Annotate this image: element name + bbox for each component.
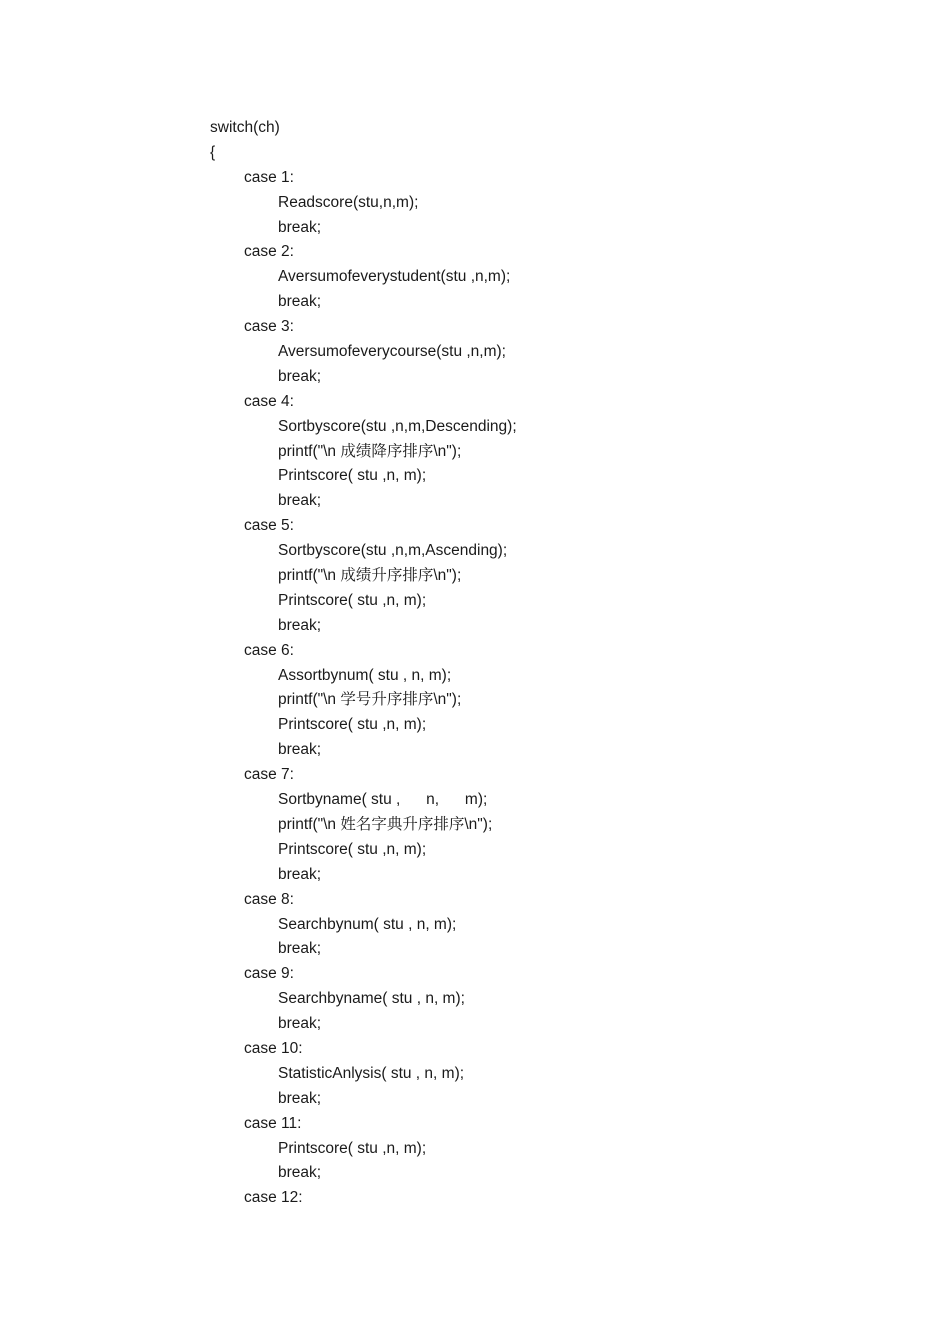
code-line: break; bbox=[278, 865, 322, 883]
code-line: break; bbox=[278, 367, 322, 385]
code-line: Printscore( stu ,n, m); bbox=[278, 840, 427, 858]
code-line: Sortbyscore(stu ,n,m,Ascending); bbox=[278, 542, 508, 560]
code-line: Assortbynum( stu , n, m); bbox=[278, 666, 452, 684]
code-block bbox=[210, 116, 810, 1211]
code-line: printf("\n 姓名字典升序排序\n"); bbox=[278, 815, 493, 833]
code-line: Printscore( stu ,n, m); bbox=[278, 716, 427, 734]
code-line: Sortbyname( stu , n, m); bbox=[278, 791, 488, 809]
code-line: case 4: bbox=[244, 392, 294, 410]
code-line: case 2: bbox=[244, 243, 294, 261]
code-line: case 7: bbox=[244, 766, 294, 784]
code-line: case 6: bbox=[244, 641, 294, 659]
code-line: switch(ch) bbox=[210, 119, 280, 136]
code-line: case 1: bbox=[244, 168, 294, 186]
code-line: case 8: bbox=[244, 890, 294, 908]
code-line: case 10: bbox=[244, 1039, 303, 1057]
code-line: break; bbox=[278, 293, 322, 311]
code-line: Searchbynum( stu , n, m); bbox=[278, 915, 457, 933]
code-line: case 3: bbox=[244, 318, 294, 336]
code-line: break; bbox=[278, 616, 322, 634]
code-line: case 9: bbox=[244, 965, 294, 983]
code-line: Printscore( stu ,n, m); bbox=[278, 591, 427, 609]
code-line: case 11: bbox=[244, 1114, 302, 1132]
code-line: break; bbox=[278, 218, 322, 236]
code-line: Aversumofeverycourse(stu ,n,m); bbox=[278, 343, 506, 361]
code-line: break; bbox=[278, 1089, 322, 1107]
code-line: Aversumofeverystudent(stu ,n,m); bbox=[278, 268, 511, 286]
code-line: Searchbyname( stu , n, m); bbox=[278, 990, 465, 1008]
code-line: break; bbox=[278, 1015, 322, 1033]
code-line: printf("\n 成绩降序排序\n"); bbox=[278, 442, 462, 460]
code-line: Printscore( stu ,n, m); bbox=[278, 1139, 427, 1157]
code-line: case 12: bbox=[244, 1189, 303, 1207]
code-line: break; bbox=[278, 741, 322, 759]
code-line: break; bbox=[278, 1164, 322, 1182]
code-line: StatisticAnlysis( stu , n, m); bbox=[278, 1064, 465, 1082]
code-line: break; bbox=[278, 940, 322, 958]
code-line: printf("\n 学号升序排序\n"); bbox=[278, 691, 462, 709]
code-line: case 5: bbox=[244, 517, 294, 535]
code-line: Sortbyscore(stu ,n,m,Descending); bbox=[278, 417, 517, 435]
code-line: break; bbox=[278, 492, 322, 510]
code-line: Printscore( stu ,n, m); bbox=[278, 467, 427, 485]
code-line: printf("\n 成绩升序排序\n"); bbox=[278, 567, 462, 585]
code-line: Readscore(stu,n,m); bbox=[278, 193, 419, 211]
code-line: { bbox=[210, 143, 216, 161]
